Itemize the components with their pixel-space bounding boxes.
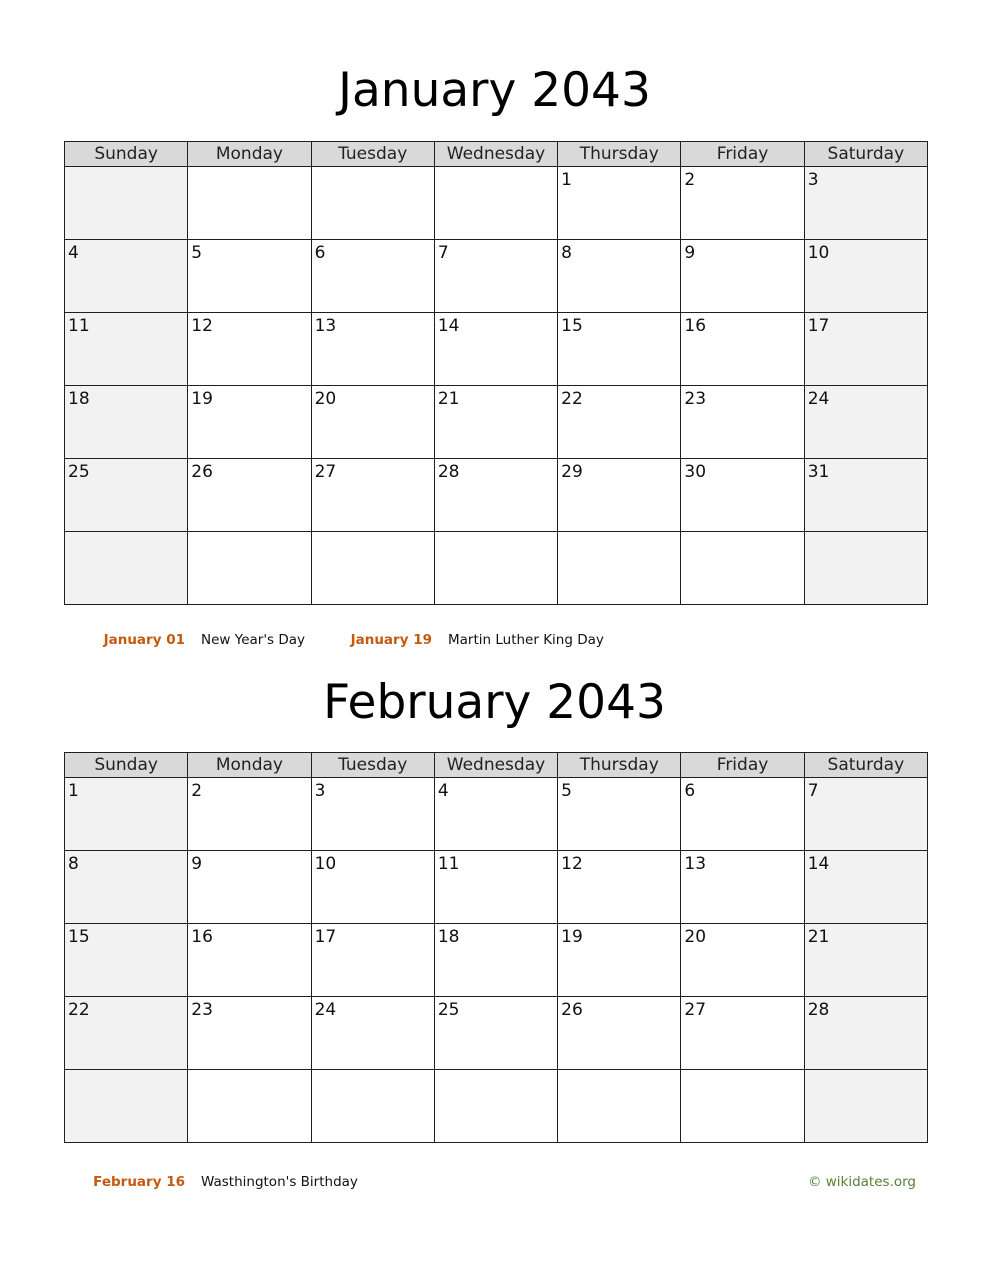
day-number: [435, 1070, 557, 1073]
weekday-header-wednesday: Wednesday: [434, 753, 557, 778]
weekday-header-row: [65, 142, 928, 167]
day-cell: [681, 778, 804, 851]
weekday-header-tuesday: Tuesday: [311, 753, 434, 778]
day-number: 21: [437, 389, 460, 409]
site-credit: © wikidates.org: [807, 1174, 916, 1190]
day-number: 12: [561, 854, 583, 874]
week-row: [65, 532, 928, 605]
day-number: [65, 167, 187, 170]
day-number: 30: [684, 462, 707, 482]
day-cell: [188, 924, 311, 997]
day-number: 11: [68, 316, 90, 336]
day-number: 7: [807, 781, 819, 801]
day-cell: [804, 313, 927, 386]
day-cell: [804, 778, 927, 851]
day-number: 7: [437, 243, 449, 263]
day-number: 19: [561, 927, 583, 947]
day-number: 28: [807, 1000, 830, 1020]
day-cell: [311, 459, 434, 532]
day-cell: [558, 851, 681, 924]
day-cell: [434, 1070, 557, 1143]
day-cell: [65, 1070, 188, 1143]
day-cell: [311, 313, 434, 386]
weekday-header-row: [65, 753, 928, 778]
day-cell: [65, 313, 188, 386]
day-cell: [311, 167, 434, 240]
day-number: 17: [314, 927, 337, 947]
day-cell: [188, 459, 311, 532]
day-number: [681, 1070, 803, 1073]
day-cell: [681, 1070, 804, 1143]
day-cell: [804, 532, 927, 605]
day-number: 1: [561, 170, 572, 190]
weekday-header-thursday: Thursday: [558, 142, 681, 167]
day-number: 15: [561, 316, 583, 336]
day-cell: [558, 532, 681, 605]
weekday-header-saturday: Saturday: [804, 753, 927, 778]
day-number: 8: [561, 243, 572, 263]
day-cell: [65, 924, 188, 997]
day-cell: [188, 240, 311, 313]
day-number: 12: [191, 316, 213, 336]
day-number: [435, 532, 557, 535]
day-number: 31: [807, 462, 830, 482]
day-number: [188, 532, 310, 535]
day-number: 6: [684, 781, 696, 801]
day-cell: [65, 167, 188, 240]
day-cell: [311, 386, 434, 459]
weekday-header-monday: Monday: [188, 142, 311, 167]
weekday-header-tuesday: Tuesday: [311, 142, 434, 167]
day-cell: [558, 459, 681, 532]
weekday-header-sunday: Sunday: [65, 142, 188, 167]
day-number: 22: [561, 389, 583, 409]
day-number: 13: [314, 316, 337, 336]
day-number: [558, 1070, 680, 1073]
day-number: 23: [191, 1000, 213, 1020]
day-cell: [434, 313, 557, 386]
day-number: 10: [314, 854, 337, 874]
holiday-name: Martin Luther King Day: [448, 632, 604, 648]
day-cell: [311, 778, 434, 851]
day-cell: [804, 851, 927, 924]
day-number: 1: [68, 781, 79, 801]
day-number: 26: [191, 462, 213, 482]
day-cell: [434, 851, 557, 924]
day-number: 27: [684, 1000, 707, 1020]
day-number: 25: [68, 462, 90, 482]
day-cell: [804, 386, 927, 459]
weekday-header-monday: Monday: [188, 753, 311, 778]
holiday-list-january: [0, 632, 989, 652]
day-number: [65, 532, 187, 535]
day-cell: [188, 1070, 311, 1143]
week-row: [65, 778, 928, 851]
day-number: [312, 167, 434, 170]
day-number: 11: [437, 854, 460, 874]
day-number: 14: [437, 316, 460, 336]
calendar-grid-february: [64, 752, 928, 1143]
day-number: [65, 1070, 187, 1073]
day-cell: [65, 778, 188, 851]
day-number: 4: [437, 781, 449, 801]
day-number: 18: [437, 927, 460, 947]
week-row: [65, 459, 928, 532]
day-number: 24: [807, 389, 830, 409]
day-cell: [681, 313, 804, 386]
day-cell: [804, 240, 927, 313]
day-cell: [681, 386, 804, 459]
day-cell: [188, 997, 311, 1070]
week-row: [65, 386, 928, 459]
day-cell: [681, 167, 804, 240]
day-number: 18: [68, 389, 90, 409]
day-number: 16: [191, 927, 213, 947]
day-number: 16: [684, 316, 707, 336]
day-number: [188, 167, 310, 170]
day-number: 9: [684, 243, 696, 263]
day-cell: [434, 167, 557, 240]
day-cell: [558, 997, 681, 1070]
day-number: [805, 532, 927, 535]
week-row: [65, 997, 928, 1070]
weekday-header-sunday: Sunday: [65, 753, 188, 778]
day-number: 3: [807, 170, 819, 190]
day-cell: [558, 313, 681, 386]
weekday-header-friday: Friday: [681, 753, 804, 778]
day-number: 23: [684, 389, 707, 409]
day-number: 3: [314, 781, 326, 801]
day-cell: [804, 924, 927, 997]
day-cell: [311, 532, 434, 605]
day-number: 10: [807, 243, 830, 263]
day-number: 27: [314, 462, 337, 482]
holiday-name: New Year's Day: [201, 632, 306, 648]
day-cell: [188, 167, 311, 240]
day-cell: [188, 386, 311, 459]
day-cell: [311, 851, 434, 924]
day-number: [188, 1070, 310, 1073]
week-row: [65, 924, 928, 997]
day-number: 2: [191, 781, 203, 801]
day-cell: [434, 240, 557, 313]
day-cell: [681, 240, 804, 313]
week-row: [65, 167, 928, 240]
day-number: 6: [314, 243, 326, 263]
day-cell: [188, 532, 311, 605]
day-cell: [681, 924, 804, 997]
day-number: [558, 532, 680, 535]
calendar-grid-january: [64, 141, 928, 605]
day-cell: [434, 532, 557, 605]
month-title-february: February 2043: [323, 675, 666, 730]
holiday-date: January 19: [350, 632, 432, 648]
day-number: 28: [437, 462, 460, 482]
day-cell: [558, 778, 681, 851]
day-number: 17: [807, 316, 830, 336]
holiday-date: January 01: [103, 632, 185, 648]
day-cell: [434, 459, 557, 532]
day-number: 15: [68, 927, 90, 947]
day-cell: [681, 851, 804, 924]
day-cell: [434, 386, 557, 459]
day-cell: [65, 532, 188, 605]
day-cell: [681, 532, 804, 605]
day-number: 5: [561, 781, 572, 801]
weekday-header-saturday: Saturday: [804, 142, 927, 167]
day-cell: [558, 1070, 681, 1143]
day-cell: [311, 924, 434, 997]
day-cell: [188, 851, 311, 924]
day-number: 5: [191, 243, 203, 263]
week-row: [65, 1070, 928, 1143]
day-cell: [804, 459, 927, 532]
week-row: [65, 240, 928, 313]
holiday-date: February 16: [93, 1174, 185, 1190]
day-number: [435, 167, 557, 170]
weekday-header-friday: Friday: [681, 142, 804, 167]
month-title-january: January 2043: [338, 63, 651, 118]
week-row: [65, 313, 928, 386]
holiday-name: Wasthington's Birthday: [201, 1174, 358, 1190]
day-number: [805, 1070, 927, 1073]
day-cell: [311, 1070, 434, 1143]
day-number: 20: [684, 927, 707, 947]
day-cell: [558, 924, 681, 997]
day-cell: [804, 997, 927, 1070]
weekday-header-wednesday: Wednesday: [434, 142, 557, 167]
day-cell: [188, 313, 311, 386]
day-cell: [65, 459, 188, 532]
day-cell: [434, 924, 557, 997]
day-cell: [311, 240, 434, 313]
day-number: 29: [561, 462, 583, 482]
weekday-header-thursday: Thursday: [558, 753, 681, 778]
day-cell: [65, 997, 188, 1070]
day-number: [681, 532, 803, 535]
day-number: [312, 1070, 434, 1073]
day-number: 14: [807, 854, 830, 874]
day-cell: [681, 997, 804, 1070]
day-number: 21: [807, 927, 830, 947]
day-cell: [65, 240, 188, 313]
week-row: [65, 851, 928, 924]
day-number: 2: [684, 170, 696, 190]
day-cell: [434, 778, 557, 851]
day-cell: [558, 167, 681, 240]
day-number: 8: [68, 854, 79, 874]
day-number: 22: [68, 1000, 90, 1020]
day-cell: [65, 386, 188, 459]
day-cell: [804, 1070, 927, 1143]
day-cell: [558, 386, 681, 459]
day-cell: [804, 167, 927, 240]
day-number: 13: [684, 854, 707, 874]
day-cell: [434, 997, 557, 1070]
day-number: 19: [191, 389, 213, 409]
day-number: 25: [437, 1000, 460, 1020]
day-number: 4: [68, 243, 79, 263]
day-number: 9: [191, 854, 203, 874]
day-cell: [558, 240, 681, 313]
day-number: 24: [314, 1000, 337, 1020]
day-cell: [681, 459, 804, 532]
day-cell: [65, 851, 188, 924]
holiday-list-february: [0, 1174, 700, 1194]
day-number: 26: [561, 1000, 583, 1020]
day-number: [312, 532, 434, 535]
day-cell: [311, 997, 434, 1070]
day-cell: [188, 778, 311, 851]
day-number: 20: [314, 389, 337, 409]
